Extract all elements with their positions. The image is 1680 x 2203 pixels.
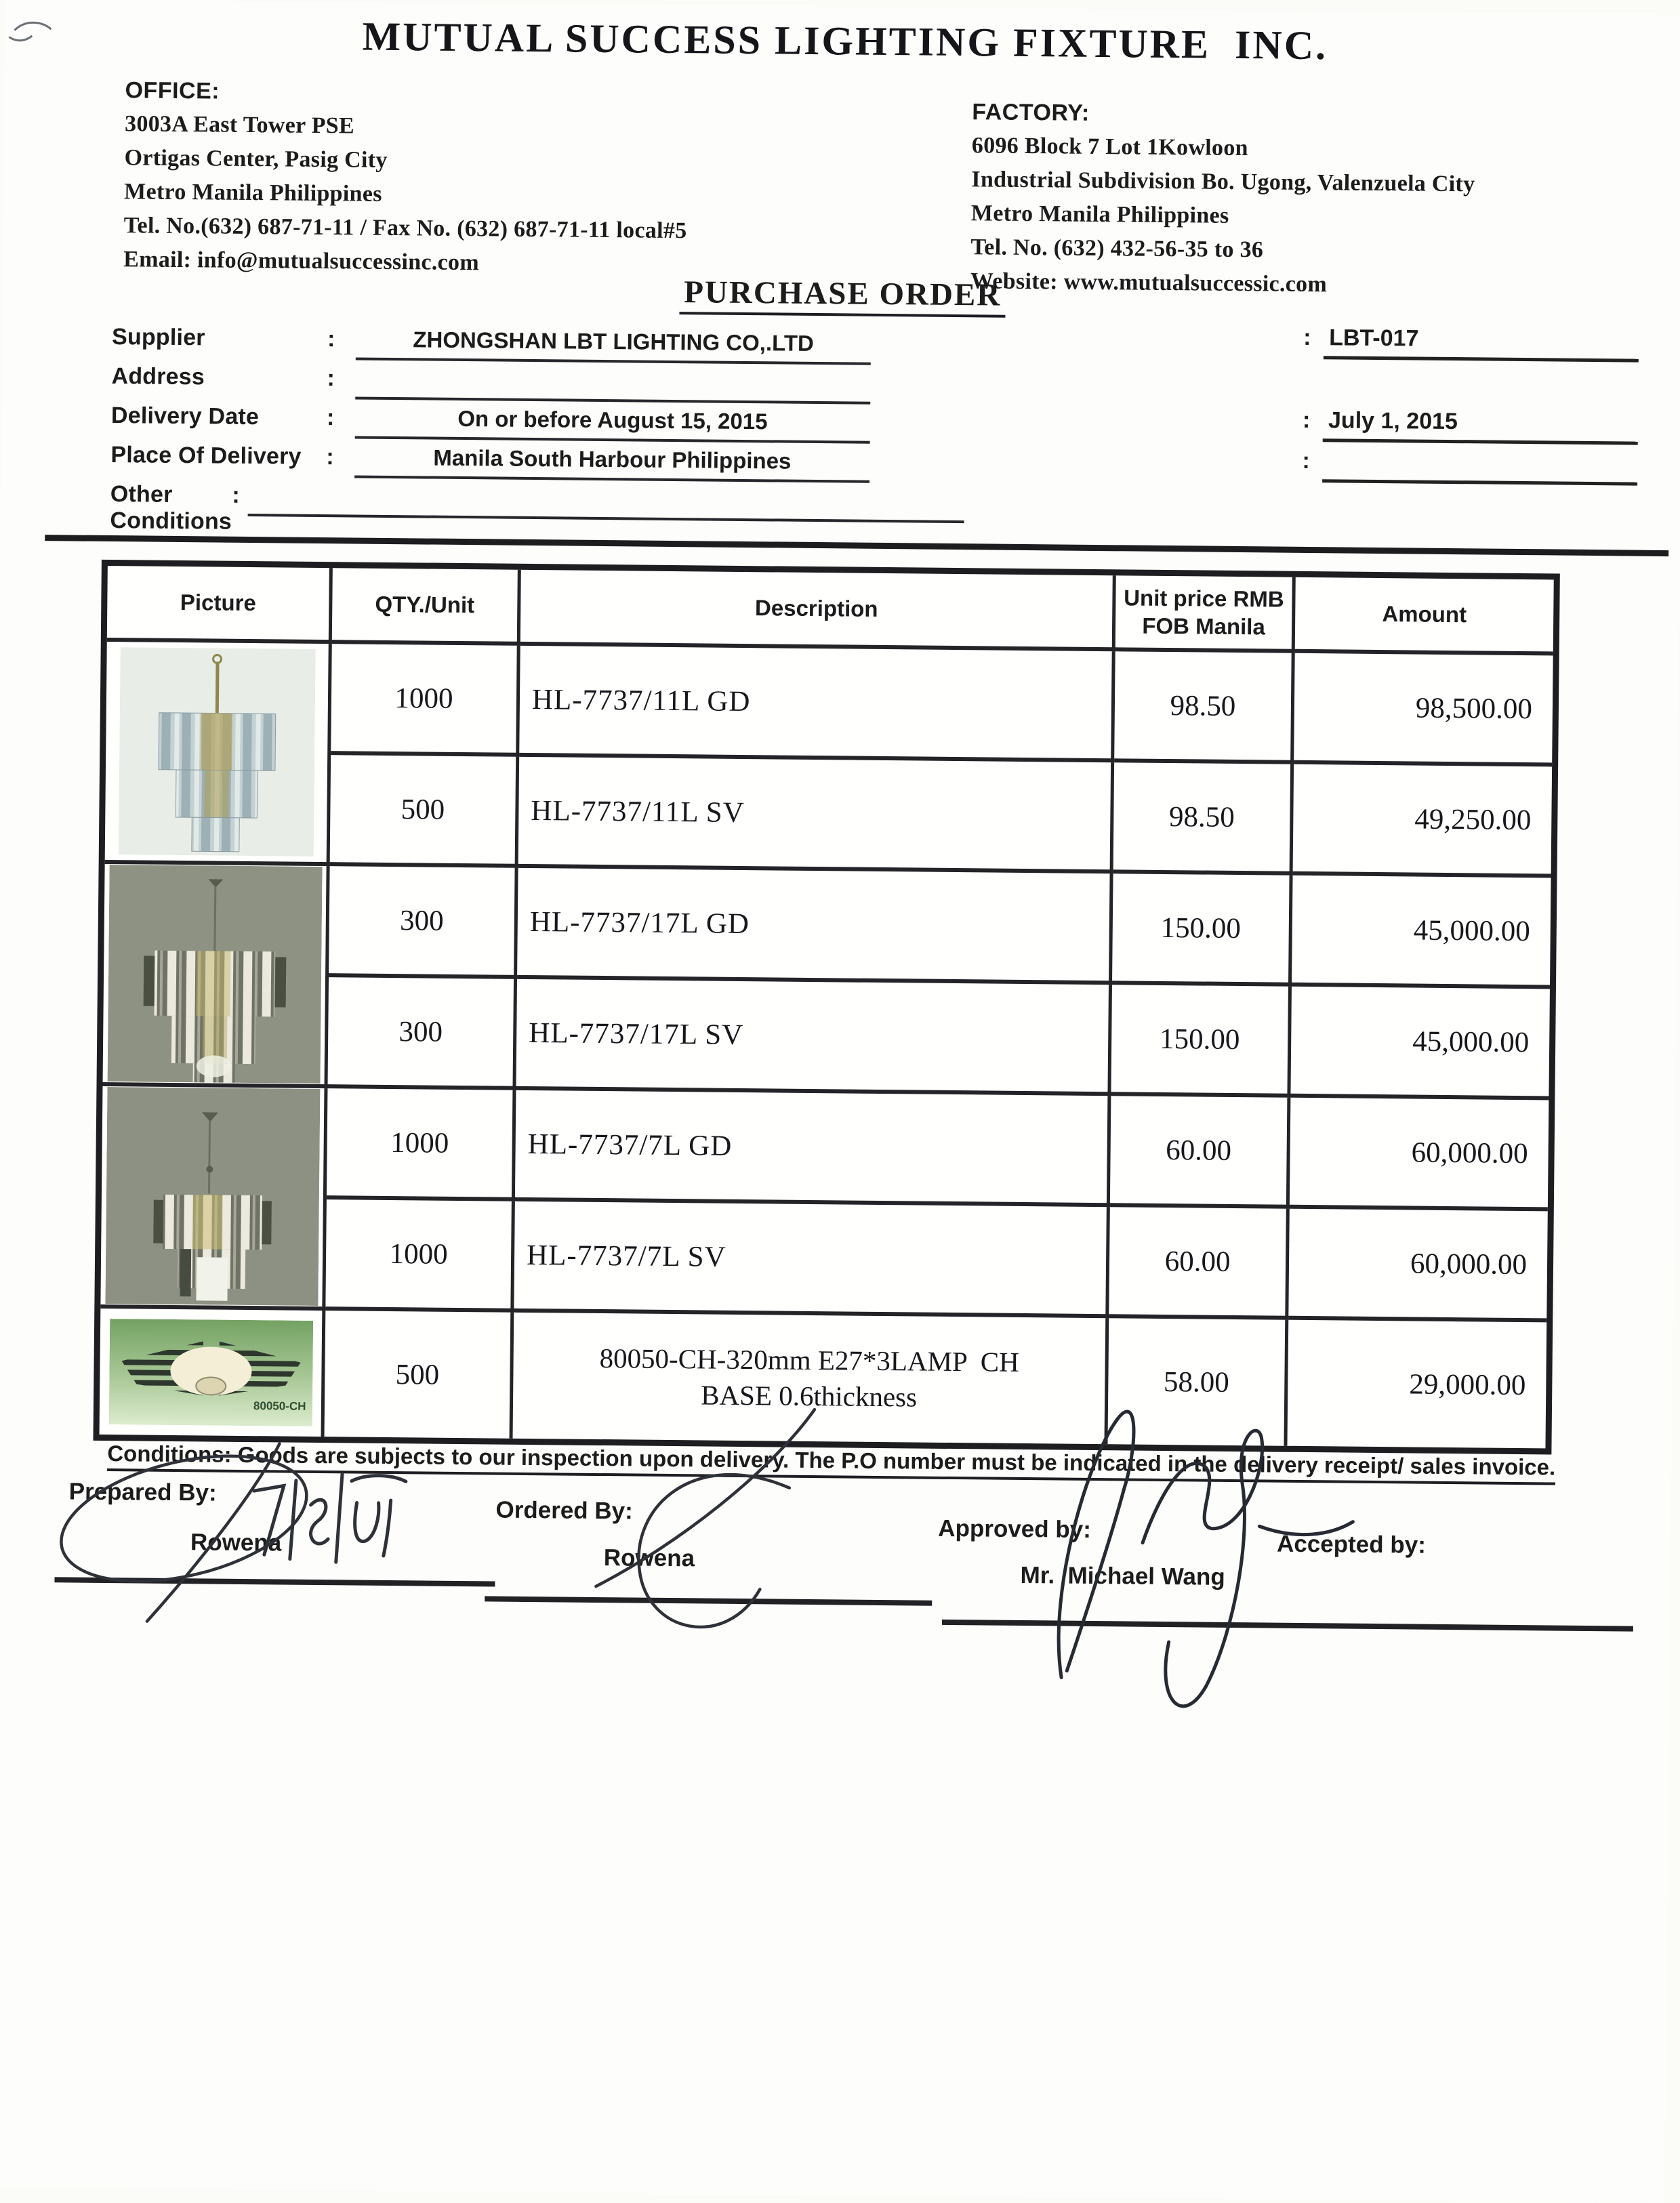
po-number-row xyxy=(1303,325,1639,363)
colon: : xyxy=(1302,407,1311,434)
colon: : xyxy=(327,326,335,352)
office-address-block xyxy=(123,73,689,282)
approved-by-label: Approved by: xyxy=(938,1515,1092,1543)
table-cell-description: HL-7737/17L SV xyxy=(516,979,1112,1096)
order-info-right xyxy=(1302,324,1642,474)
table-cell-description: HL-7737/7L GD xyxy=(515,1090,1111,1207)
table-cell-description: HL-7737/7L SV xyxy=(514,1201,1110,1318)
table-cell-amount: 60,000.00 xyxy=(1288,1209,1548,1323)
col-header-unit-price-line1: Unit price RMB xyxy=(1124,585,1284,612)
table-cell-amount: 45,000.00 xyxy=(1292,876,1551,989)
conditions-note: Conditions: Goods are subjects to our inspection upon delivery. The P.O number must be indicated in the delivery receipt/ sales invoice. xyxy=(107,1441,1555,1485)
colon: : xyxy=(326,444,334,470)
po-date: July 1, 2015 xyxy=(1323,407,1638,445)
office-line: Metro Manila Philippines xyxy=(123,179,382,207)
colon: : xyxy=(1303,324,1311,351)
description-line1: 80050-CH-320mm E27*3LAMP CH xyxy=(599,1342,1019,1378)
other-conditions-row xyxy=(110,481,964,535)
office-heading: OFFICE: xyxy=(125,77,220,104)
chandelier-photo-dark-small xyxy=(105,1087,320,1306)
horizontal-rule xyxy=(45,535,1668,556)
address-value xyxy=(355,365,870,404)
table-cell-description: HL-7737/11L GD xyxy=(519,646,1115,762)
table-cell-description: HL-7737/11L SV xyxy=(518,757,1115,873)
address-label: Address xyxy=(111,363,205,390)
table-cell-unit-price: 150.00 xyxy=(1111,985,1292,1098)
place-of-delivery-value: Manila South Harbour Philippines xyxy=(354,444,869,482)
table-cell-amount: 49,250.00 xyxy=(1293,764,1553,878)
accepted-by-label: Accepted by: xyxy=(1276,1530,1427,1559)
delivery-date-label: Delivery Date xyxy=(110,403,260,430)
supplier-label: Supplier xyxy=(111,324,205,351)
prepared-signature-line xyxy=(54,1577,495,1586)
col-header-unit-price xyxy=(1115,575,1296,653)
chandelier-photo-light xyxy=(118,647,315,857)
chandelier-photo-dark-large xyxy=(107,865,322,1084)
factory-address-block xyxy=(970,95,1476,303)
po-number: LBT-017 xyxy=(1324,325,1639,362)
prepared-by-name: Rowena xyxy=(190,1529,282,1557)
company-name: MUTUAL SUCCESS LIGHTING FIXTURE INC. xyxy=(362,14,1328,68)
table-cell-unit-price: 150.00 xyxy=(1112,873,1293,987)
col-header-qty: QTY./Unit xyxy=(332,568,521,646)
product-photo-hl7737-11l xyxy=(105,642,332,866)
order-info-left xyxy=(110,324,966,535)
colon: : xyxy=(1302,447,1310,474)
ceiling-lamp-photo xyxy=(108,1319,312,1426)
product-photo-hl7737-7l xyxy=(100,1086,327,1311)
table-cell-unit-price: 60.00 xyxy=(1109,1207,1290,1320)
factory-line: Industrial Subdivision Bo. Ugong, Valenzuela City xyxy=(971,167,1475,197)
table-cell-qty: 1000 xyxy=(327,1088,516,1201)
factory-line: Metro Manila Philippines xyxy=(970,201,1229,228)
table-cell-qty: 300 xyxy=(329,866,518,979)
items-table xyxy=(93,560,1559,1455)
other-conditions-value xyxy=(247,482,964,523)
office-line: Ortigas Center, Pasig City xyxy=(124,145,388,173)
product-photo-80050-ch xyxy=(100,1309,326,1437)
page-title: PURCHASE ORDER xyxy=(680,274,1006,318)
table-cell-qty: 500 xyxy=(325,1311,514,1439)
blank-ref-row xyxy=(1302,448,1637,486)
table-cell-unit-price: 60.00 xyxy=(1110,1096,1291,1209)
photo-caption: 80050-CH xyxy=(253,1399,306,1413)
ordered-by-label: Ordered By: xyxy=(495,1496,633,1525)
col-header-unit-price-line2: FOB Manila xyxy=(1142,613,1265,640)
prepared-by-label: Prepared By: xyxy=(68,1478,217,1506)
table-cell-unit-price: 98.50 xyxy=(1114,651,1295,764)
other-conditions-label: Other Conditions xyxy=(110,481,232,535)
delivery-date-value: On or before August 15, 2015 xyxy=(355,405,870,443)
table-cell-qty: 1000 xyxy=(331,644,520,757)
office-line: Email: info@mutualsuccessinc.com xyxy=(123,247,480,276)
col-header-amount: Amount xyxy=(1295,577,1554,656)
table-cell-amount: 29,000.00 xyxy=(1409,1367,1526,1401)
table-cell-amount: 45,000.00 xyxy=(1290,987,1550,1100)
table-cell-description xyxy=(513,1313,1109,1444)
table-cell-description: HL-7737/17L GD xyxy=(517,868,1113,985)
col-header-picture: Picture xyxy=(107,566,333,644)
table-cell-qty: 300 xyxy=(327,977,517,1090)
approved-by-name: Mr. Michael Wang xyxy=(1020,1561,1225,1590)
factory-line: 6096 Block 7 Lot 1Kowloon xyxy=(971,133,1249,161)
table-cell-amount: 98,500.00 xyxy=(1294,653,1553,767)
factory-line: Website: www.mutualsuccessic.com xyxy=(970,268,1328,297)
colon: : xyxy=(232,482,240,508)
factory-heading: FACTORY: xyxy=(972,99,1090,126)
ordered-signature-line xyxy=(485,1596,932,1605)
approved-signature-line xyxy=(942,1620,1633,1632)
table-cell-unit-price: 58.00 xyxy=(1107,1318,1288,1446)
ordered-by-name: Rowena xyxy=(603,1544,695,1572)
office-line: 3003A East Tower PSE xyxy=(124,111,355,139)
table-cell-qty: 1000 xyxy=(325,1199,515,1313)
factory-line: Tel. No. (632) 432-56-35 to 36 xyxy=(970,234,1264,263)
table-cell-amount: 60,000.00 xyxy=(1290,1098,1549,1212)
supplier-value: ZHONGSHAN LBT LIGHTING CO,.LTD xyxy=(356,326,871,365)
office-line: Tel. No.(632) 687-71-11 / Fax No. (632) 687-71-11 local#5 xyxy=(123,213,687,244)
table-cell-unit-price: 98.50 xyxy=(1113,762,1294,876)
blank-ref xyxy=(1322,448,1637,485)
colon: : xyxy=(326,405,335,431)
colon: : xyxy=(327,365,335,392)
table-cell-qty: 500 xyxy=(330,755,520,868)
col-header-description: Description xyxy=(520,570,1116,651)
place-of-delivery-label: Place Of Delivery xyxy=(110,442,302,470)
description-line2: BASE 0.6thickness xyxy=(700,1379,918,1413)
product-photo-hl7737-17l xyxy=(102,864,329,1088)
po-date-row xyxy=(1303,407,1638,445)
